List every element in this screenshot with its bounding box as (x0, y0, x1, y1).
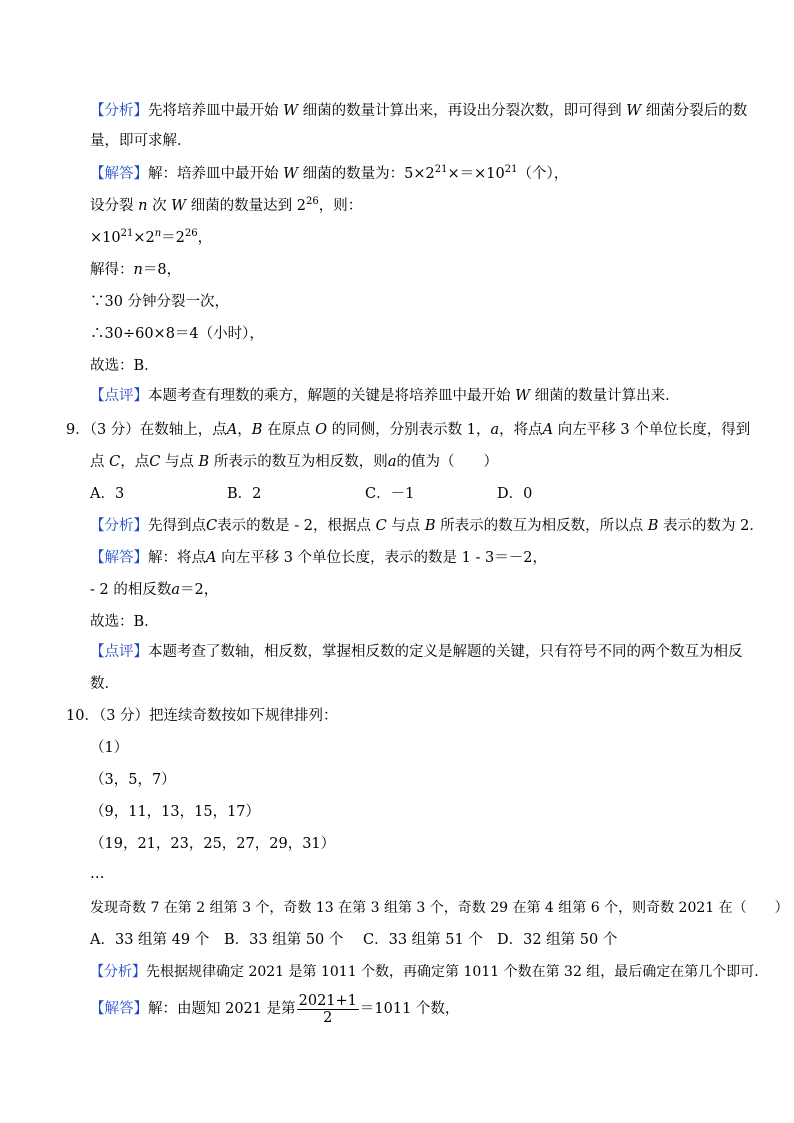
q10-group-1: （1） (90, 740, 129, 756)
analysis-tag: 【分析】 (90, 518, 148, 534)
q8-comment: 【点评】本题考查有理数的乘方，解题的关键是将培养皿中最开始 W 细菌的数量计算出来． (90, 388, 680, 404)
q9-answer-line3: 故选：B． (90, 614, 159, 630)
q10-answer-line1: 【解答】解：由题知 2021 是第 $\frac{2021+1}{2}$ ＝1011 个数， (90, 992, 460, 1026)
q10-group-4: （19，21，23，25，27，29，31） (90, 836, 336, 852)
q9-option-d: D．0 (497, 486, 533, 502)
fraction-numerator: 2021+1 (298, 992, 357, 1009)
q10-ellipsis: … (90, 866, 105, 882)
q9-comment-line2: 数． (90, 676, 119, 692)
q8-answer-line1: 【解答】解：培养皿中最开始 W 细菌的数量为：$5\times 2^{21}\times=\times 10^{21}$（个）， (90, 164, 569, 182)
q9-answer-line1: 【解答】解：将点A 向左平移 3 个单位长度，表示的数是 1 - 3＝－2， (90, 550, 547, 566)
answer-tag: 【解答】 (90, 1001, 148, 1017)
q9-stem-line1: 9．（3 分）在数轴上，点A，B 在原点 O 的同侧，分别表示数 1，a，将点A 向左平移 3 个单位长度，得到 (66, 422, 751, 438)
comment-tag: 【点评】 (90, 644, 148, 660)
q8-answer-line4: 解得：n＝8， (90, 262, 182, 278)
q9-comment-line1: 【点评】本题考查了数轴，相反数，掌握相反数的定义是解题的关键，只有符号不同的两个数互为相反 (90, 644, 743, 660)
comment-tag: 【点评】 (90, 388, 148, 404)
q8-answer-line7: 故选：B． (90, 358, 159, 374)
q9-option-b: B．2 (227, 486, 262, 502)
q8-answer-line3: $\times 10^{21}\times 2^n=2^{26}$， (90, 228, 213, 246)
q8-analysis-line2: 量，即可求解． (90, 133, 192, 149)
q10-group-3: （9，11，13，15，17） (90, 804, 261, 820)
q8-answer-line5: ∵30 分钟分裂一次， (90, 294, 230, 310)
q10-option-d: D．32 组第 50 个 (497, 932, 618, 948)
q8-answer-line2: 设分裂 n 次 W 细菌的数量达到 $2^{26}$，则： (90, 196, 363, 214)
q10-stem: 10．（3 分）把连续奇数按如下规律排列： (66, 708, 338, 724)
q9-option-c: C．－1 (365, 486, 415, 502)
q10-option-a: A．33 组第 49 个 (90, 932, 210, 948)
q9-analysis: 【分析】先得到点C表示的数是 - 2，根据点 C 与点 B 所表示的数互为相反数，所以点 B 表示的数为 2． (90, 518, 764, 534)
answer-tag: 【解答】 (90, 550, 148, 566)
q8-analysis-line1: 【分析】先将培养皿中最开始 W 细菌的数量计算出来，再设出分裂次数，即可得到 W 细菌分裂后的数 (90, 103, 748, 119)
q9-answer-line2: - 2 的相反数a＝2， (90, 582, 219, 598)
analysis-tag: 【分析】 (90, 103, 148, 119)
fraction (297, 993, 359, 1026)
q8-answer-line6: ∴30÷60×8＝4（小时）， (90, 326, 264, 342)
q9-option-a: A．3 (90, 486, 125, 502)
q10-question: 发现奇数 7 在第 2 组第 3 个，奇数 13 在第 3 组第 3 个，奇数 29 在第 4 组第 6 个，则奇数 2021 在（ ） (90, 900, 789, 916)
answer-tag: 【解答】 (90, 166, 148, 182)
q10-group-2: （3，5，7） (90, 772, 176, 788)
q10-analysis: 【分析】先根据规律确定 2021 是第 1011 个数，再确定第 1011 个数在第 32 组，最后确定在第几个即可． (90, 964, 769, 980)
fraction-denominator: 2 (323, 1009, 333, 1026)
analysis-tag: 【分析】 (90, 964, 146, 980)
q10-option-b: B．33 组第 50 个 (224, 932, 344, 948)
q9-stem-line2: 点 C，点C 与点 B 所表示的数互为相反数，则a的值为（ ） (90, 454, 498, 470)
q10-option-c: C．33 组第 51 个 (363, 932, 483, 948)
